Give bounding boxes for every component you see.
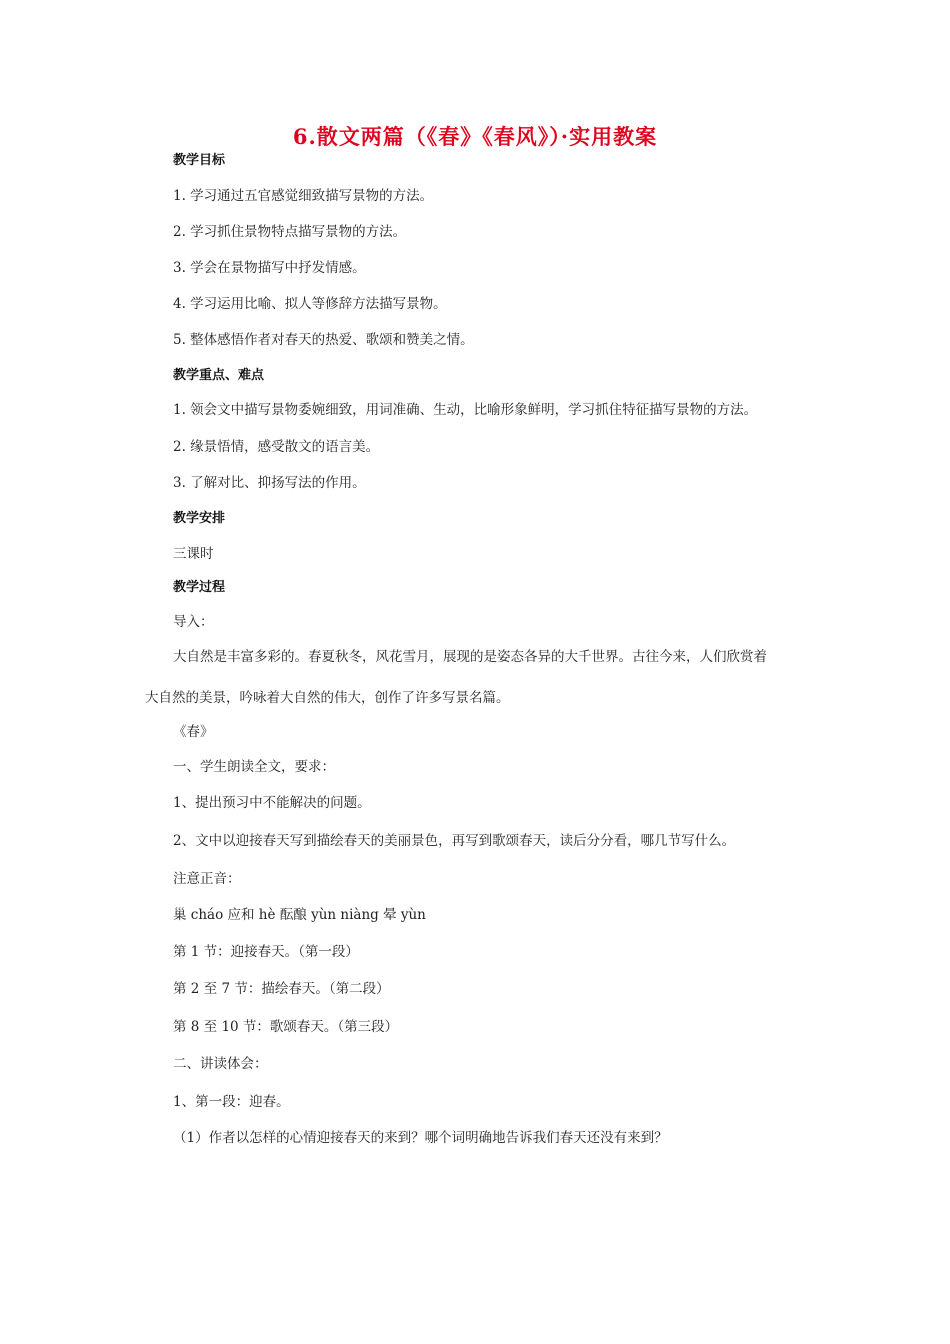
section-part-3: 第 8 至 10 节：歌颂春天。（第三段） bbox=[173, 1019, 399, 1035]
key-point-1: 1. 领会文中描写景物委婉细致，用词准确、生动，比喻形象鲜明，学习抓住特征描写景物的方法。 bbox=[173, 402, 758, 418]
section-part-2: 第 2 至 7 节：描绘春天。（第二段） bbox=[173, 981, 390, 997]
document-title: 6.散文两篇（《春》《春风》）·实用教案 bbox=[292, 124, 658, 149]
goal-item-3: 3. 学会在景物描写中抒发情感。 bbox=[173, 260, 366, 276]
goal-item-5: 5. 整体感悟作者对春天的热爱、歌颂和赞美之情。 bbox=[173, 332, 474, 348]
step-two-item-1: 1、第一段：迎春。 bbox=[173, 1094, 290, 1110]
section-title-spring: 《春》 bbox=[173, 724, 214, 740]
question-1: （1）作者以怎样的心情迎接春天的来到？哪个词明确地告诉我们春天还没有来到？ bbox=[173, 1130, 668, 1146]
key-point-2: 2. 缘景悟情，感受散文的语言美。 bbox=[173, 439, 380, 455]
arrangement-text: 三课时 bbox=[173, 546, 214, 562]
heading-arrangement: 教学安排 bbox=[173, 511, 226, 526]
pronunciation-label: 注意正音： bbox=[173, 871, 241, 887]
heading-key-points: 教学重点、难点 bbox=[173, 368, 265, 383]
goal-item-1: 1. 学习通过五官感觉细致描写景物的方法。 bbox=[173, 188, 434, 204]
goal-item-2: 2. 学习抓住景物特点描写景物的方法。 bbox=[173, 224, 407, 240]
intro-paragraph-line-1: 大自然是丰富多彩的。春夏秋冬，风花雪月，展现的是姿态各异的大千世界。古往今来，人们欣赏着 bbox=[173, 649, 767, 665]
step-one-heading: 一、学生朗读全文，要求： bbox=[173, 759, 335, 775]
intro-label: 导入： bbox=[173, 614, 214, 630]
step-one-item-2: 2、文中以迎接春天写到描绘春天的美丽景色，再写到歌颂春天，读后分分看，哪几节写什么。 bbox=[173, 833, 736, 849]
pronunciation-list: 巢 cháo 应和 hè 酝酿 yùn niàng 晕 yùn bbox=[173, 907, 426, 923]
step-two-heading: 二、讲读体会： bbox=[173, 1056, 268, 1072]
heading-teaching-goals: 教学目标 bbox=[173, 153, 226, 168]
heading-process: 教学过程 bbox=[173, 580, 226, 595]
intro-paragraph-line-2: 大自然的美景，吟咏着大自然的伟大，创作了许多写景名篇。 bbox=[145, 690, 510, 706]
step-one-item-1: 1、提出预习中不能解决的问题。 bbox=[173, 795, 371, 811]
section-part-1: 第 1 节：迎接春天。（第一段） bbox=[173, 944, 359, 960]
key-point-3: 3. 了解对比、抑扬写法的作用。 bbox=[173, 475, 366, 491]
goal-item-4: 4. 学习运用比喻、拟人等修辞方法描写景物。 bbox=[173, 296, 447, 312]
